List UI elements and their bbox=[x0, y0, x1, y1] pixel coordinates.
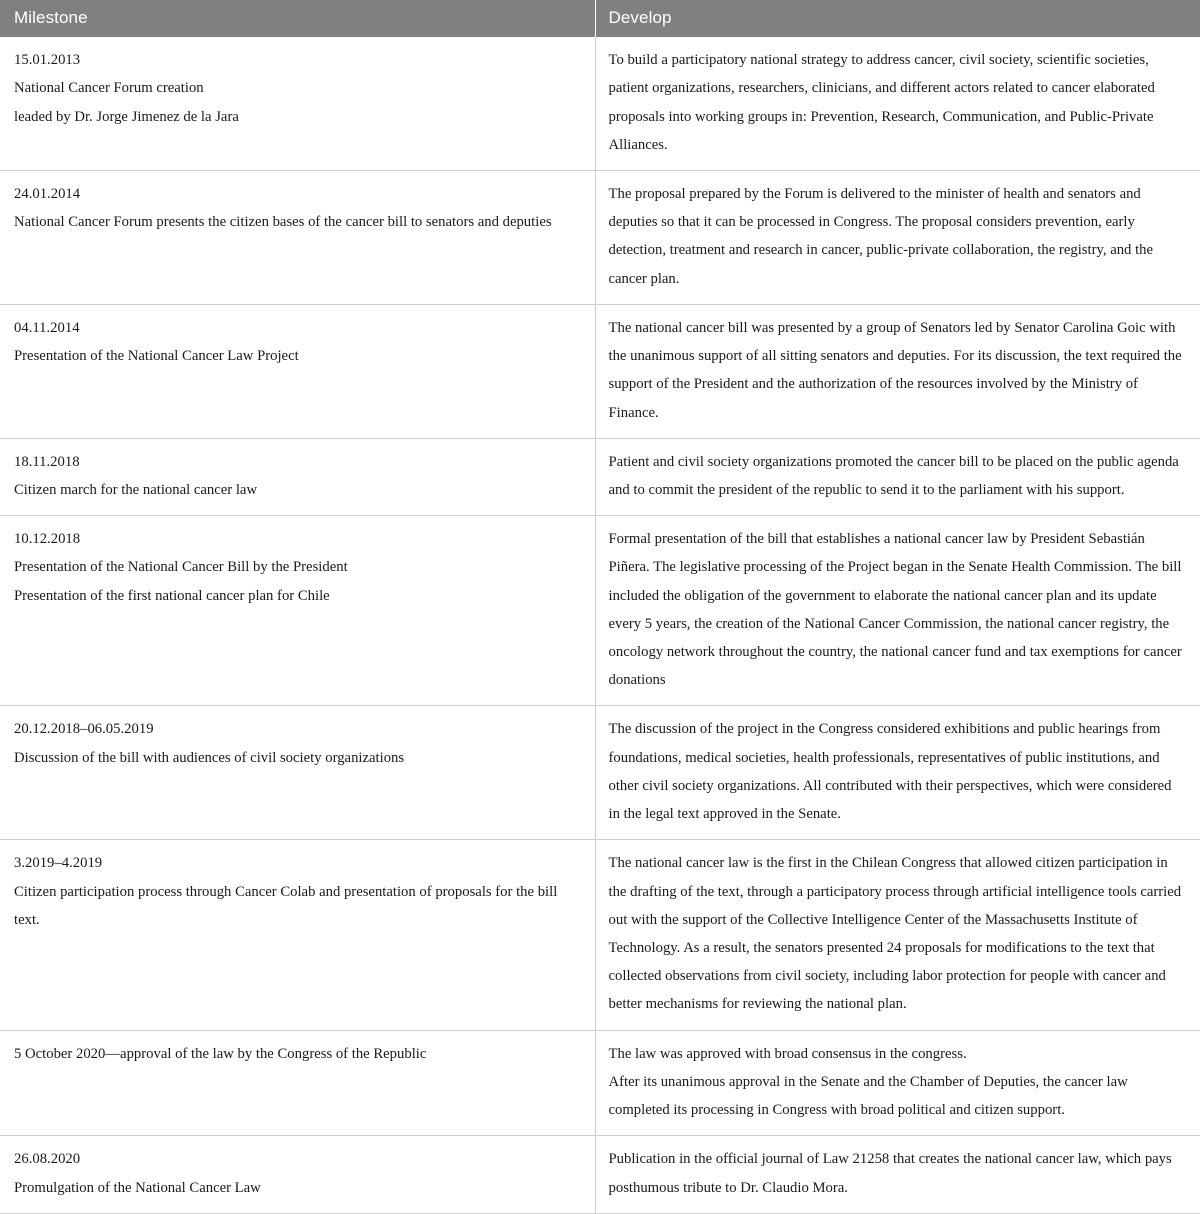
milestone-cell bbox=[0, 516, 595, 706]
milestone-line: 24.01.2014 bbox=[14, 185, 81, 202]
milestone-line: 3.2019–4.2019 bbox=[14, 855, 103, 872]
milestone-line: 04.11.2014 bbox=[14, 319, 80, 336]
milestone-cell bbox=[0, 1030, 595, 1136]
develop-line: The national cancer law is the first in the Chilean Congress that allowed citizen participation in the drafting of the text, through a participatory process through artificial intelligence tools carried out with the support of the Collective Intelligence Center of the Massachusetts Institute of Technology. As a result, the senators presented 24 proposals for modifications to the text that collected observations from civil society, including labor protection for people with cancer and better mechanisms for reviewing the national plan. bbox=[608, 855, 1182, 1013]
develop-line: The discussion of the project in the Congress considered exhibitions and public hearings from foundations, medical societies, health professionals, representatives of public institutions, and other civil society organizations. All contributed with their perspectives, which were considered in the legal text approved in the Senate. bbox=[608, 721, 1172, 823]
milestone-line: Presentation of the National Cancer Bill by the President bbox=[14, 559, 348, 576]
milestone-line: Citizen march for the national cancer law bbox=[14, 481, 258, 498]
milestone-line: National Cancer Forum creation bbox=[14, 80, 204, 97]
milestone-line: 20.12.2018–06.05.2019 bbox=[14, 721, 154, 738]
milestone-cell bbox=[0, 840, 595, 1030]
milestone-cell bbox=[0, 170, 595, 304]
column-header-develop: Develop bbox=[595, 0, 1200, 37]
table-row bbox=[0, 516, 1200, 706]
table-row bbox=[0, 1030, 1200, 1136]
table-header bbox=[0, 0, 1200, 37]
develop-line: After its unanimous approval in the Senate and the Chamber of Deputies, the cancer law completed its processing in Congress with broad political and citizen support. bbox=[608, 1073, 1128, 1119]
table-row bbox=[0, 170, 1200, 304]
milestone-line: leaded by Dr. Jorge Jimenez de la Jara bbox=[14, 108, 239, 125]
milestone-cell bbox=[0, 304, 595, 438]
milestone-line: Presentation of the National Cancer Law Project bbox=[14, 348, 299, 365]
milestone-cell bbox=[0, 706, 595, 840]
table-row bbox=[0, 706, 1200, 840]
milestone-line: National Cancer Forum presents the citizen bases of the cancer bill to senators and deputies bbox=[14, 214, 552, 231]
table-body bbox=[0, 37, 1200, 1213]
develop-line: Patient and civil society organizations promoted the cancer bill to be placed on the public agenda and to commit the president of the republic to send it to the parliament with his support. bbox=[608, 453, 1179, 498]
table-header-row bbox=[0, 0, 1200, 37]
develop-cell bbox=[595, 706, 1200, 840]
develop-line: Formal presentation of the bill that establishes a national cancer law by President Sebastián Piñera. The legislative processing of the Project began in the Senate Health Commission. The bill included the obligation of the government to elaborate the national cancer plan and its update every 5 years, the creation of the National Cancer Commission, the national cancer registry, the oncology network throughout the country, the national cancer fund and tax exemptions for cancer donations bbox=[608, 531, 1182, 689]
develop-cell bbox=[595, 1136, 1200, 1213]
milestone-cell bbox=[0, 37, 595, 170]
develop-cell bbox=[595, 1030, 1200, 1136]
table-row bbox=[0, 438, 1200, 515]
develop-line: Publication in the official journal of Law 21258 that creates the national cancer law, which pays posthumous tribute to Dr. Claudio Mora. bbox=[608, 1151, 1172, 1196]
table-row bbox=[0, 37, 1200, 170]
milestone-cell bbox=[0, 438, 595, 515]
develop-cell bbox=[595, 516, 1200, 706]
milestone-line: 10.12.2018 bbox=[14, 531, 81, 548]
develop-cell bbox=[595, 438, 1200, 515]
milestone-line: Discussion of the bill with audiences of civil society organizations bbox=[14, 749, 405, 766]
milestone-line: Promulgation of the National Cancer Law bbox=[14, 1179, 261, 1196]
develop-line: The national cancer bill was presented by a group of Senators led by Senator Carolina Goic with the unanimous support of all sitting senators and deputies. For its discussion, the text required the support of the President and the authorization of the resources involved by the Ministry of Finance. bbox=[608, 319, 1182, 421]
milestone-line: 15.01.2013 bbox=[14, 52, 81, 69]
milestone-line: Presentation of the first national cancer plan for Chile bbox=[14, 587, 330, 604]
milestone-line: 18.11.2018 bbox=[14, 453, 80, 470]
develop-cell bbox=[595, 37, 1200, 170]
develop-line: The law was approved with broad consensus in the congress. bbox=[608, 1045, 967, 1062]
milestone-cell bbox=[0, 1136, 595, 1213]
milestone-line: 26.08.2020 bbox=[14, 1151, 81, 1168]
develop-line: The proposal prepared by the Forum is delivered to the minister of health and senators and deputies so that it can be processed in Congress. The proposal considers prevention, early detection, treatment and research in cancer, public-private collaboration, the registry, and the cancer plan. bbox=[608, 185, 1154, 287]
develop-cell bbox=[595, 170, 1200, 304]
develop-cell bbox=[595, 304, 1200, 438]
column-header-milestone: Milestone bbox=[0, 0, 595, 37]
table-row bbox=[0, 304, 1200, 438]
develop-line: To build a participatory national strategy to address cancer, civil society, scientific societies, patient organizations, researchers, clinicians, and different actors related to cancer elaborated proposals into working groups in: Prevention, Research, Communication, and Public-Private Alliances. bbox=[608, 52, 1155, 153]
develop-cell bbox=[595, 840, 1200, 1030]
milestone-line: Citizen participation process through Cancer Colab and presentation of proposals for the bill text. bbox=[14, 883, 558, 928]
table-row bbox=[0, 840, 1200, 1030]
table-row bbox=[0, 1136, 1200, 1213]
milestone-line: 5 October 2020—approval of the law by the Congress of the Republic bbox=[14, 1045, 427, 1062]
